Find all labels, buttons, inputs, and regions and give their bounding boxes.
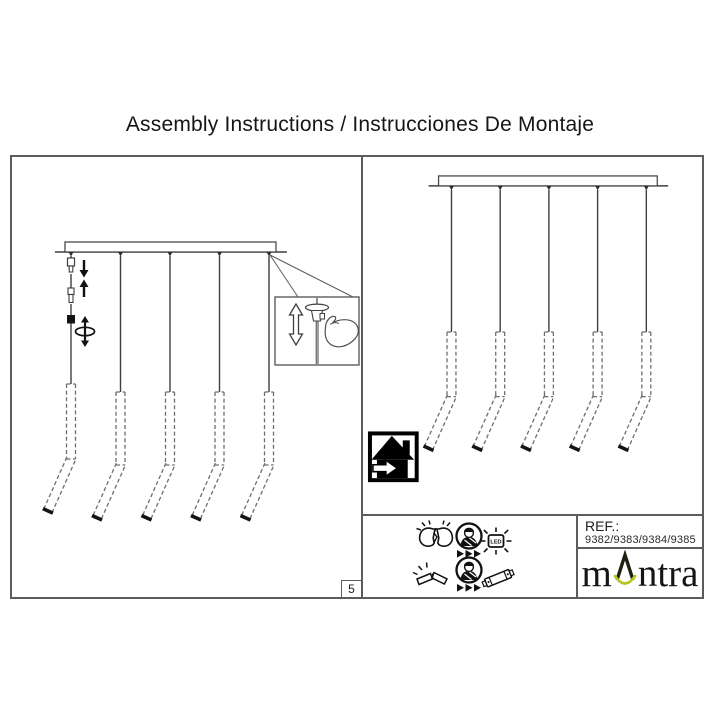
canopy-bar (55, 242, 287, 252)
broken-lamp-icon (417, 521, 453, 547)
indoor-use-icon (370, 433, 417, 480)
result-diagram (363, 157, 702, 514)
insert-arrow-down-icon (80, 260, 89, 278)
assembly-diagram (12, 157, 361, 597)
release-arrow-up-icon (80, 280, 89, 298)
ref-label: REF.: (585, 518, 620, 534)
adjustment-inset (275, 297, 359, 365)
ref-numbers: 9382/9383/9384/9385 (585, 534, 696, 546)
brand-text-m: m (581, 551, 612, 595)
footer-strip (363, 514, 702, 597)
qualified-person-icon-2 (457, 558, 482, 592)
brand-logo (578, 549, 702, 597)
qualified-person-icon (457, 524, 482, 558)
brand-text-ntra: ntra (637, 551, 699, 595)
suspension-cables (451, 190, 646, 332)
broken-driver-icon (413, 563, 447, 585)
led-driver-icon (481, 568, 514, 588)
height-adjust-symbol-icon (76, 316, 95, 347)
cable-gripper-lower (68, 288, 74, 303)
pendant-tubes (42, 384, 274, 522)
cable-stop-bead (67, 315, 75, 324)
led-label: LED (490, 539, 502, 546)
page-number: 5 (341, 580, 361, 597)
pendant-tubes (423, 332, 652, 452)
safety-icons (363, 516, 576, 598)
cable-gripper-upper (68, 258, 75, 272)
safety-icons-block (363, 516, 576, 597)
panel-assembly-step (12, 157, 363, 597)
page-title: Assembly Instructions / Instrucciones De Montaje (125, 113, 595, 136)
ref-block (576, 516, 702, 597)
suspension-cables (121, 256, 270, 392)
logo-caret-icon (613, 550, 637, 597)
result-drawing-area (363, 157, 702, 514)
instruction-frame (10, 155, 704, 599)
led-light-icon (481, 528, 512, 555)
panel-result-step (363, 157, 702, 597)
canopy-bar (429, 176, 669, 186)
callout-lines (270, 255, 353, 297)
ref-box (578, 516, 702, 549)
